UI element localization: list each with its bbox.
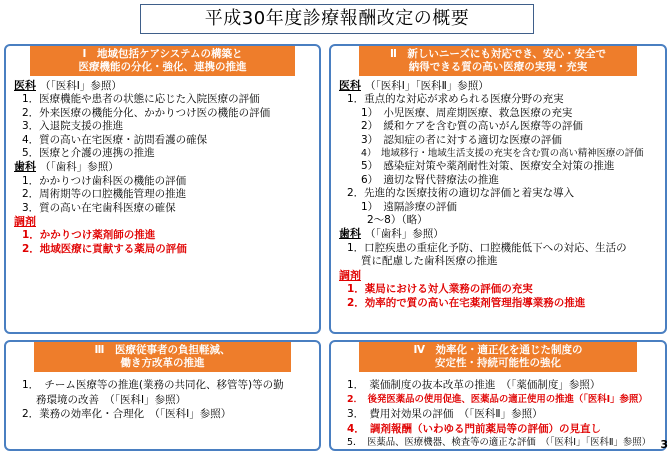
sub-list-item: 6） 適切な腎代替療法の推進 [361, 173, 499, 186]
sub-list-item: 3） 認知症の者に対する適切な医療の評価 [361, 133, 562, 146]
section-2-banner-line1: Ⅱ 新しいニーズにも対応でき、安心・安全で [390, 48, 606, 60]
section-3-panel [4, 340, 321, 451]
list-item: 1．かかりつけ歯科医の機能の評価 [22, 174, 187, 187]
pharmacy-heading: 調剤 [14, 215, 36, 229]
list-item: 2．地域医療に貢献する薬局の評価 [22, 242, 187, 255]
list-item: 1．重点的な対応が求められる医療分野の充実 [347, 93, 564, 106]
dental-heading: 歯科 [14, 160, 36, 174]
list-item-continuation: 務環境の改善 （「医科Ⅰ」参照） [36, 393, 187, 406]
list-item: 1． 薬価制度の抜本改革の推進 （「薬価制度」参照） [347, 379, 601, 391]
list-item: 2．周術期等の口腔機能管理の推進 [22, 188, 187, 201]
section-2-banner-line2: 納得できる質の高い医療の実現・充実 [408, 61, 588, 73]
list-item-continuation: 質に配慮した歯科医療の推進 [361, 255, 498, 268]
list-item: 1．医療機能や患者の状態に応じた入院医療の評価 [22, 93, 260, 106]
medical-ref: （「医科Ⅰ」「医科Ⅱ」参照） [365, 80, 489, 92]
sub-list-item: 1） 遠隔診療の評価 [361, 200, 457, 213]
section-2-content [339, 79, 661, 310]
section-3-banner-line1: Ⅲ 医療従事者の負担軽減、 [94, 344, 231, 356]
medical-heading: 医科 [339, 79, 361, 92]
sub-list-item: 5） 感染症対策や薬剤耐性対策、医療安全対策の推進 [361, 160, 615, 173]
list-item: 5．医療と介護の連携の推進 [22, 147, 155, 160]
list-item: 5． 医薬品、医療機器、検査等の適正な評価 （「医科Ⅰ」「医科Ⅱ」参照） [347, 437, 651, 448]
section-3-banner [34, 342, 291, 372]
section-4-panel [329, 340, 667, 451]
section-2-panel [329, 44, 667, 334]
sub-list-item: 2） 緩和ケアを含む質の高いがん医療等の評価 [361, 120, 583, 133]
list-item: 2．効率的で質の高い在宅薬剤管理指導業務の推進 [347, 296, 586, 309]
section-4-banner-line2: 安定性・持続可能性の強化 [435, 357, 561, 369]
sub-list-item: 2～8）（略） [367, 214, 428, 227]
dental-heading: 歯科 [339, 227, 361, 241]
list-item: 2．先進的な医療技術の適切な評価と着実な導入 [347, 187, 575, 200]
section-4-content [339, 378, 661, 451]
list-item: 1． チーム医療等の推進(業務の共同化、移管等)等の勤 [22, 379, 284, 391]
list-item: 3． 費用対効果の評価 （「医科Ⅱ」参照） [347, 408, 543, 420]
list-item: 3．質の高い在宅歯科医療の確保 [22, 201, 176, 214]
sub-list-item: 1） 小児医療、周産期医療、救急医療の充実 [361, 106, 573, 119]
list-item: 3．入退院支援の推進 [22, 120, 124, 133]
section-1-banner-line1: Ⅰ 地域包括ケアシステムの構築と [82, 48, 243, 60]
page-number: 3 [660, 438, 668, 451]
section-2-banner [359, 46, 637, 76]
list-item: 1．口腔疾患の重症化予防、口腔機能低下への対応、生活の [347, 241, 627, 254]
medical-heading: 医科 [14, 79, 36, 92]
medical-ref: （「医科Ⅰ」参照） [40, 80, 122, 92]
section-4-banner [359, 342, 637, 372]
dental-ref: （「歯科」参照） [365, 228, 444, 241]
pharmacy-heading: 調剤 [339, 268, 361, 282]
section-1-panel [4, 44, 321, 334]
list-item: 4． 調剤報酬（いわゆる門前薬局等の評価）の見直し [347, 422, 602, 435]
list-item: 2．外来医療の機能分化、かかりつけ医の機能の評価 [22, 106, 271, 119]
list-item: 1．かかりつけ薬剤師の推進 [22, 229, 156, 242]
list-item: 1．薬局における対人業務の評価の充実 [347, 283, 533, 296]
sub-list-item: 4） 地域移行・地域生活支援の充実を含む質の高い精神医療の評価 [361, 148, 644, 160]
page-title: 平成30年度診療報酬改定の概要 [140, 4, 534, 34]
section-1-content [14, 79, 315, 256]
list-item: 2． 後発医薬品の使用促進、医薬品の適正使用の推進（「医科Ⅰ」参照） [347, 393, 648, 405]
list-item: 2．業務の効率化・合理化 （「医科Ⅰ」参照） [22, 408, 232, 420]
section-1-banner-line2: 医療機能の分化・強化、連携の推進 [78, 61, 247, 73]
section-1-banner [30, 46, 295, 76]
list-item: 4．質の高い在宅医療・訪問看護の確保 [22, 133, 208, 146]
section-4-banner-line1: Ⅳ 効率化・適正化を通じた制度の [413, 344, 583, 356]
section-3-banner-line2: 働き方改革の推進 [120, 357, 205, 369]
dental-ref: （「歯科」参照） [40, 161, 119, 174]
section-3-content [14, 378, 315, 422]
